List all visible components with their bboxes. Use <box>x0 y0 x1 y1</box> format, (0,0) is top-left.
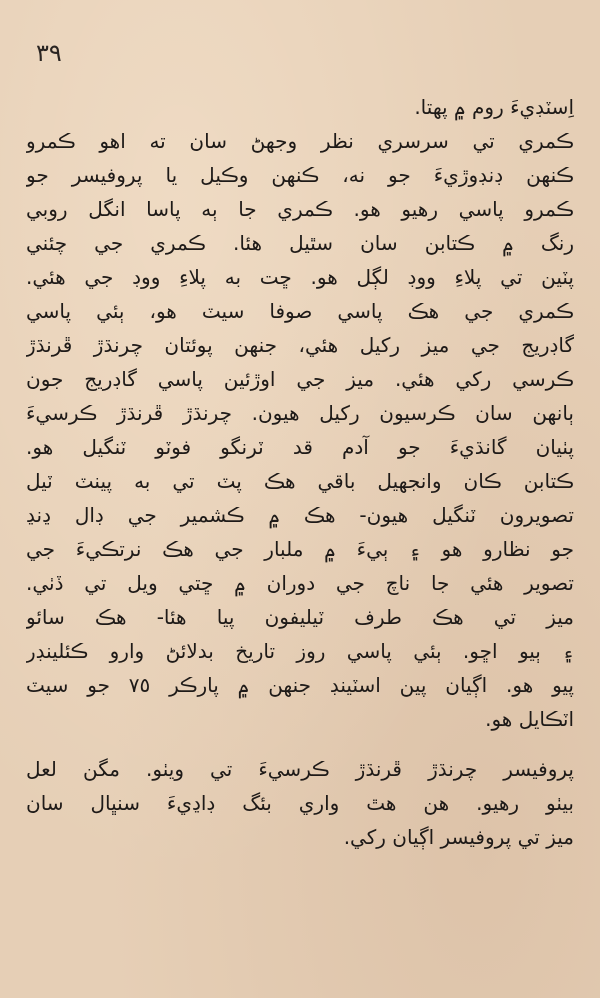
text-line: گاڊريج جي ميز رکيل هئي، جنهن پوئتان چرنڌڙ ڦرنڌڙ <box>26 333 574 357</box>
paragraph-spacer <box>26 736 574 752</box>
text-line: ڪمرو پاسي رهيو هو. ڪمري جا ٻه پاسا انگل روبي <box>26 197 574 221</box>
text-line: ڪمري تي سرسري نظر وجهڻ سان ته اهو ڪمرو <box>26 129 574 153</box>
text-line: اٽڪايل هو. <box>485 707 574 731</box>
page-number: ٣٩ <box>36 39 62 67</box>
text-line: پيو هو. اڳيان پين اسٽينڊ جنهن ۾ پارڪر ٧٥ جو سيٽ <box>26 673 574 697</box>
text-line: ڪتابن ڪان وانجهيل باقي هڪ پٽ تي به پينٽ ٽيل <box>26 469 574 493</box>
text-line: ميز تي هڪ طرف ٽيليفون پيا هئا- هڪ سائو <box>26 605 574 629</box>
text-line: بيٺو رهيو. هن هٿ واري بئگ ڊاڍيءَ سنڀال سان <box>26 791 574 815</box>
text-line: اِسٽڊيءَ روم ۾ پهتا. <box>414 95 574 119</box>
paragraph-1 <box>26 90 574 124</box>
text-line: تصويرون ٽنگيل هيون- هڪ ۾ ڪشمير جي ڊال ڍنڍ <box>26 503 574 527</box>
text-line: ٻانهن سان ڪرسيون رکيل هيون. چرنڌڙ ڦرنڌڙ ڪرسيءَ <box>26 401 574 425</box>
text-line: ميز تي پروفيسر اڳيان رکي. <box>343 825 574 849</box>
text-line: پٽين تي پلاءِ ووڊ لڳل هو. ڇت به پلاءِ ووڊ جي هئي. <box>26 265 574 289</box>
text-line: ۽ ٻيو اڇو. ٻئي پاسي روز تاريخ بدلائڻ وارو ڪئلينڊر <box>26 639 574 663</box>
text-line: پٺيان گانڌيءَ جو آدم قد ٽرنگو فوٽو ٽنگيل هو. <box>26 435 574 459</box>
page-text <box>26 90 574 854</box>
text-line: تصوير هئي جا ناچ جي دوران ۾ ڇتي ويل تي ڏٺي. <box>26 571 574 595</box>
text-line: ڪنهن ڊنڊوڙيءَ جو نه، ڪنهن وڪيل يا پروفيسر جو <box>26 163 574 187</box>
paragraph-3 <box>26 752 574 854</box>
text-line: ڪرسي رکي هئي. ميز جي اوڙئين پاسي گاڊريج جون <box>26 367 574 391</box>
text-line: ڪمري جي هڪ پاسي صوفا سيٽ هو، ٻئي پاسي <box>26 299 574 323</box>
text-line: پروفيسر چرنڌڙ ڦرنڌڙ ڪرسيءَ تي ويٺو. مگن لعل <box>26 757 574 781</box>
text-line: جو نظارو هو ۽ ٻيءَ ۾ ملبار جي هڪ نرتڪيءَ جي <box>26 537 574 561</box>
text-line: رنگ ۾ ڪتابن سان سٿيل هئا. ڪمري جي چئني <box>26 231 574 255</box>
paragraph-2 <box>26 124 574 736</box>
